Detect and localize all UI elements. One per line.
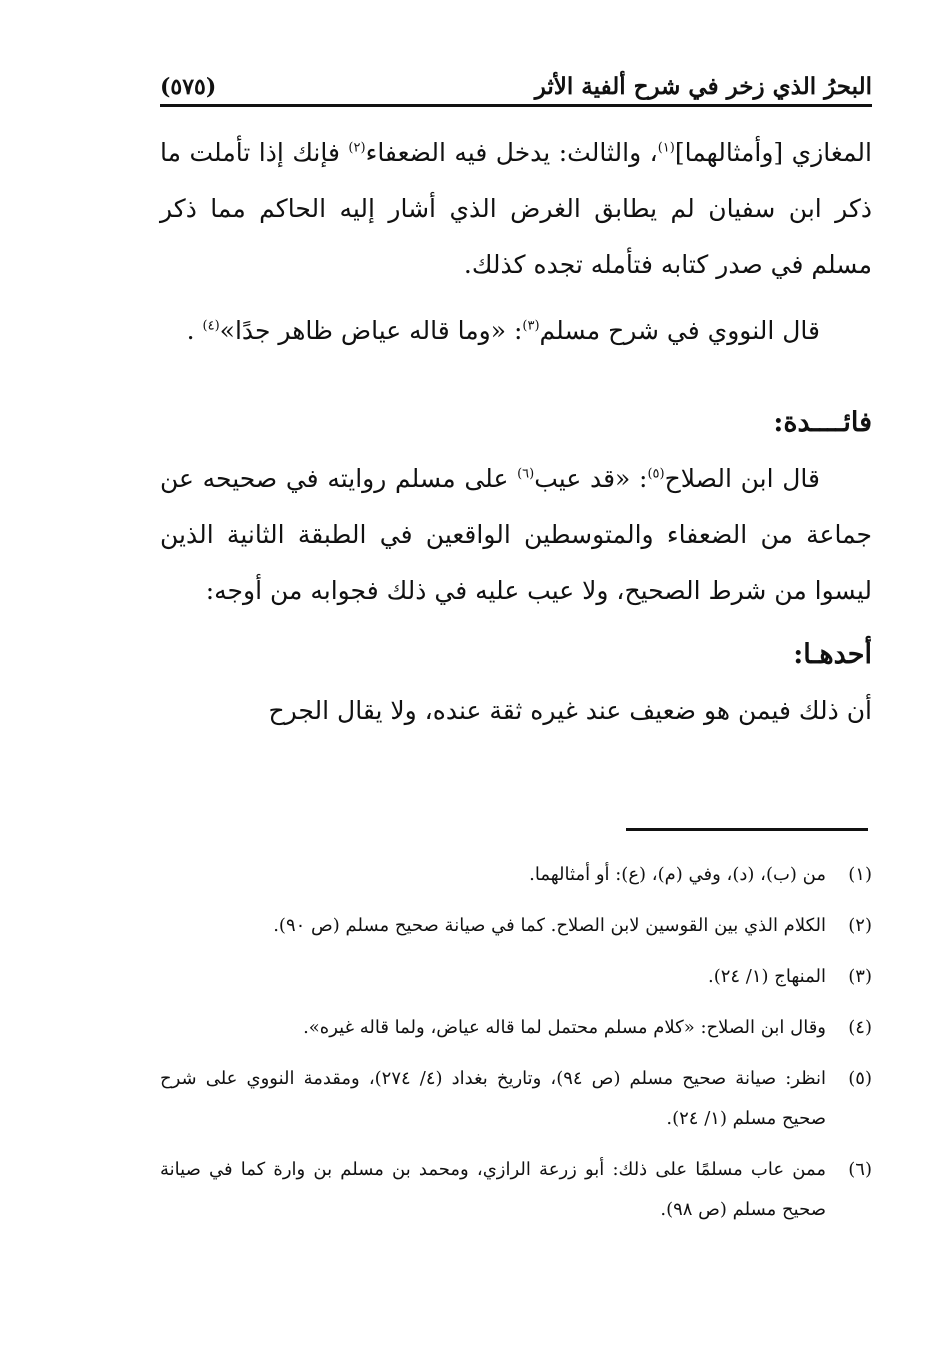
footnote-ref-4: (٤) [202,318,220,334]
paragraph-4: أن ذلك فيمن هو ضعيف عند غيره ثقة عنده، ولا يقال الجرح [268,696,872,725]
text-run: : «وما قاله عياض ظاهر جدًا» [219,316,523,345]
text-run: على مسلم روايته في صحيحه عن جماعة من الضعفاء والمتوسطين الواقعين في الطبقة الثانية الذين ليسوا من شرط الصحيح، ولا عيب عليه في ذلك فجوابه من أوجه: [160,464,872,605]
section-heading-first: أحدهـا: [793,639,872,670]
footnote-text: المنهاج (١/ ٢٤). [707,966,826,987]
footnote-ref-6: (٦) [517,466,535,482]
text-run: قال النووي في شرح مسلم [539,316,820,345]
footnote-text: ممن عاب مسلمًا على ذلك: أبو زرعة الرازي، ومحمد بن مسلم بن وارة كما في صيانة صحيح مسلم (ص ٩٨). [160,1159,826,1220]
text-run: ، والثالث: يدخل فيه الضعفاء [365,138,658,167]
text-run: . [186,316,203,345]
footnote-ref-2: (٢) [348,140,366,156]
text-run: فإنك إذا تأملت ما ذكر ابن سفيان لم يطابق الغرض الذي أشار إليه الحاكم مما ذكر مسلم في صدر كتابه فتأمله تجده كذلك. [160,138,872,279]
footnote-number: (٣) [848,966,872,987]
footnote-number: (٦) [848,1159,872,1180]
text-run: قال ابن الصلاح [664,464,820,493]
running-title: البحرُ الذي زخر في شرح ألفية الأثر [534,73,872,100]
footnote-item [160,1064,872,1139]
footnote-number: (٥) [848,1068,872,1089]
footnote-ref-5: (٥) [647,466,665,482]
paragraph-3 [160,451,872,619]
footnote-ref-1: (١) [657,140,675,156]
footnote-text: انظر: صيانة صحيح مسلم (ص ٩٤)، وتاريخ بغداد (٤/ ٢٧٤)، ومقدمة النووي على شرح صحيح مسلم (١/ ٢٤). [160,1068,827,1129]
paragraph-1 [160,125,872,293]
main-text [160,125,872,739]
footnote-text: من (ب)، (د)، وفي (م)، (ع): أو أمثالهما. [529,864,826,885]
footnote-text: الكلام الذي بين القوسين لابن الصلاح. كما في صيانة صحيح مسلم (ص ٩٠). [273,915,826,936]
footnote-item [160,1155,872,1230]
footnote-item [160,962,872,997]
text-run: : «قد عيب [534,464,648,493]
footnote-number: (٤) [848,1017,872,1038]
footnote-item [160,911,872,946]
paragraph-2 [160,303,872,359]
text-run: المغازي [وأمثالهما] [674,138,872,167]
page-number: (٥٧٥) [160,74,217,100]
footnote-number: (٢) [848,915,872,936]
footnote-item [160,860,872,895]
page-header [160,62,872,107]
footnote-text: وقال ابن الصلاح: «كلام مسلم محتمل لما قاله عياض، ولما قاله غيره». [303,1017,826,1038]
footnote-number: (١) [848,864,872,885]
footnote-item [160,1013,872,1048]
section-heading-faida: فائــــدة: [773,407,872,438]
footnotes [160,860,872,1246]
footnote-separator [626,828,868,831]
footnote-ref-3: (٣) [522,318,540,334]
